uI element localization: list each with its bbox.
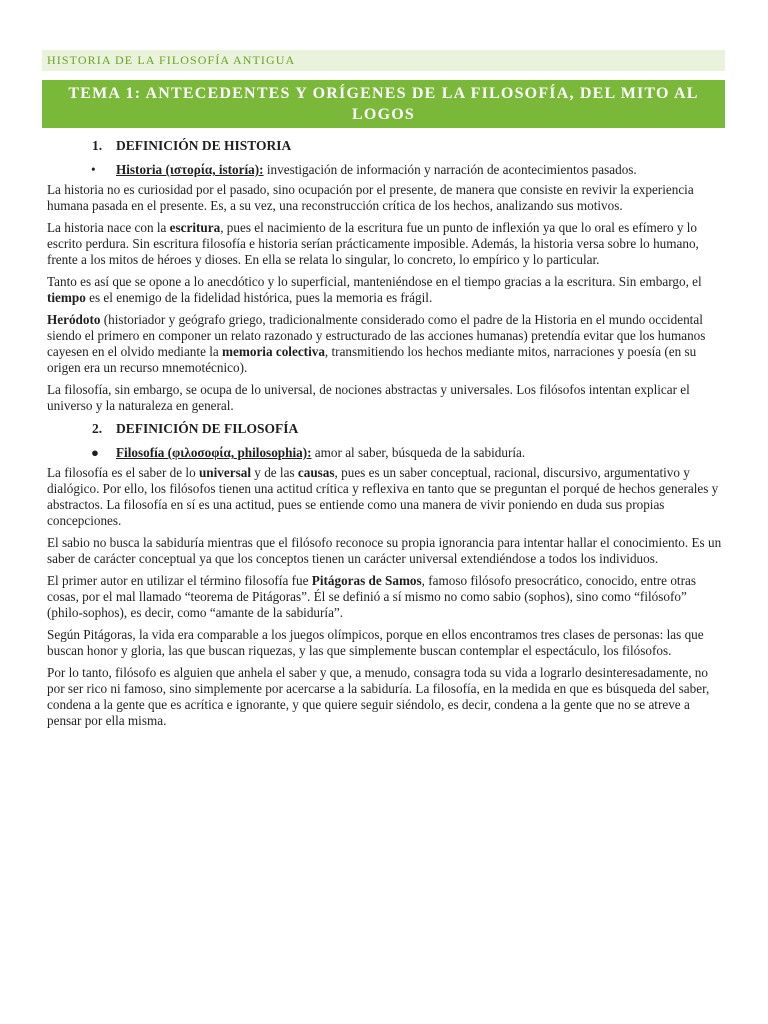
section-title: DEFINICIÓN DE FILOSOFÍA bbox=[116, 421, 299, 436]
paragraph: La filosofía, sin embargo, se ocupa de lo universal, de nociones abstractas y universales. Los filósofos intentan explicar el universo y la naturaleza en general. bbox=[47, 382, 690, 413]
section-title: DEFINICIÓN DE HISTORIA bbox=[116, 138, 292, 153]
subject-header: HISTORIA DE LA FILOSOFÍA ANTIGUA bbox=[42, 50, 725, 71]
bold-term: universal bbox=[198, 465, 251, 480]
section-number: 1. bbox=[92, 138, 103, 153]
paragraph: La historia no es curiosidad por el pasado, sino ocupación por el presente, de manera que consiste en revivir la experiencia humana pasada en el presente. Es, a su vez, una reconstrucción crítica de los hechos, analizando sus motivos. bbox=[47, 182, 694, 213]
paragraph: La filosofía es el saber de lo universal y de las causas, pues es un saber conceptual, racional, discursivo, argumentativo y dialógico. Por ello, los filósofos tienen una actitud crítica y reflexiva en tanto que se preguntan el porqué de hechos generales y abstractos. La filosofía en sí es una actitud, pues se entiende como una manera de vivir poniendo en duda sus propias concepciones. bbox=[47, 465, 719, 528]
paragraph: Por lo tanto, filósofo es alguien que anhela el saber y que, a menudo, consagra toda su vida a lograrlo desinteresadamente, no por ser rico ni famoso, sino simplemente por acercarse a la sabiduría. La filosofía, en la medida en que es búsqueda del saber, condena a la gente que es acrítica e ignorante, y que quiere seguir siéndolo, es decir, condena a la gente que no se atreve a pensar por ella misma. bbox=[47, 665, 710, 728]
bold-term: memoria colectiva bbox=[222, 344, 325, 359]
paragraph: Según Pitágoras, la vida era comparable a los juegos olímpicos, porque en ellos encontramos tres clases de personas: las que buscan honor y gloria, las que buscan riquezas, y las que simplemente buscan contemplar el espectáculo, los filósofos. bbox=[47, 627, 704, 658]
definition-bullet-filosofia bbox=[47, 445, 723, 461]
bold-term: Heródoto bbox=[47, 312, 101, 327]
bold-term: escritura bbox=[169, 220, 221, 235]
paragraph: La historia nace con la escritura, pues el nacimiento de la escritura fue un punto de inflexión ya que lo oral es efímero y lo escrito perdura. Sin escritura filosofía e historia serían prácticamente imposible. Además, la historia versa sobre lo humano, frente a los mitos de héroes y dioses. En ella se relata lo singular, lo concreto, lo empírico y lo particular. bbox=[47, 220, 699, 267]
definition-text: investigación de información y narración de acontecimientos pasados. bbox=[263, 162, 637, 177]
section-number: 2. bbox=[92, 421, 103, 436]
definition-text: amor al saber, búsqueda de la sabiduría. bbox=[311, 445, 526, 460]
bold-term: tiempo bbox=[47, 290, 86, 305]
topic-title: TEMA 1: ANTECEDENTES Y ORÍGENES DE LA FILOSOFÍA, DEL MITO AL LOGOS bbox=[42, 80, 725, 128]
definition-bullet-historia bbox=[47, 162, 723, 178]
paragraph: Heródoto (historiador y geógrafo griego, tradicionalmente considerado como el padre de la Historia en el mundo occidental siendo el primero en componer un relato razonado y estructurado de las acciones humanas) pretendía evitar que los humanos cayesen en el olvido mediante la memoria colectiva, transmitiendo los hechos mediante mitos, narraciones y poesía (en su origen era un recurso mnemotécnico). bbox=[47, 312, 706, 375]
bold-term: Pitágoras de Samos bbox=[311, 573, 422, 588]
section-heading-historia bbox=[92, 137, 723, 155]
bold-term: causas bbox=[297, 465, 335, 480]
bullet-dot-icon: • bbox=[91, 162, 96, 177]
paragraph: El sabio no busca la sabiduría mientras que el filósofo reconoce su propia ignorancia para intentar hallar el conocimiento. Es un saber de carácter conceptual ya que los conceptos tienen un carácter universal extendiéndose a todos los individuos. bbox=[47, 535, 722, 566]
paragraph: El primer autor en utilizar el término filosofía fue Pitágoras de Samos, famoso filósofo presocrático, conocido, entre otras cosas, por el mal llamado “teorema de Pitágoras”. Él se definió a sí mismo no como sabio (sophos), sino como “filósofo” (philo-sophos), es decir, como “amante de la sabiduría”. bbox=[47, 573, 696, 620]
section-heading-filosofia bbox=[92, 420, 723, 438]
paragraph: Tanto es así que se opone a lo anecdótico y lo superficial, manteniéndose en el tiempo gracias a la escritura. Sin embargo, el tiempo es el enemigo de la fidelidad histórica, pues la memoria es frágil. bbox=[47, 274, 702, 305]
document-body bbox=[47, 137, 723, 735]
definition-term: Historia (ιστορία, istoría): bbox=[116, 162, 264, 177]
bullet-dot-icon: ● bbox=[91, 445, 99, 460]
definition-term: Filosofía (φιλοσοφία, philosophia): bbox=[116, 445, 312, 460]
